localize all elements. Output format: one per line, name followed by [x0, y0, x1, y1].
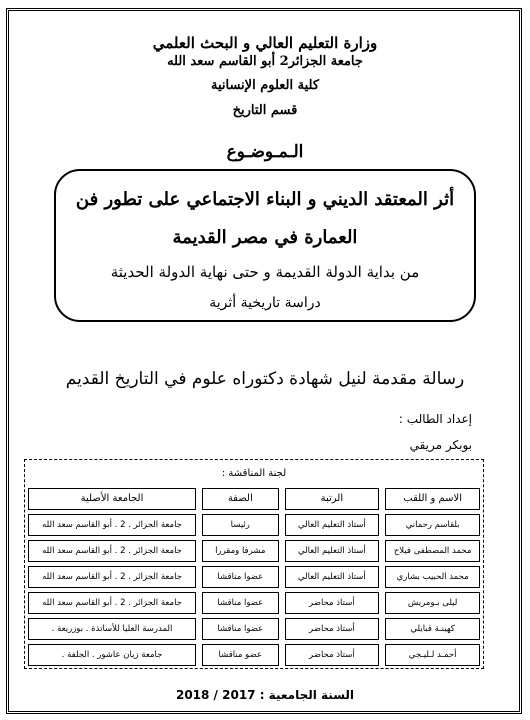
member-rank: أستاذ التعليم العالي [285, 540, 380, 562]
title-line-3: من بداية الدولة القديمة و حتى نهاية الدولة الحديثة [110, 263, 420, 281]
university-line: جامعة الجزائر2 أبو القاسم سعد الله [167, 54, 363, 69]
title-line-4: دراسة تاريخية أثرية [209, 295, 321, 311]
member-role: عضوا مناقشا [202, 566, 278, 588]
header-cell: الرتبة [285, 488, 380, 510]
subject-label: الـمـوضـوع [226, 142, 304, 162]
member-role: عضوا مناقشا [202, 592, 278, 614]
member-rank: أستاذ محاضر [285, 592, 380, 614]
header-cell: الصفة [202, 488, 278, 510]
member-role: مشرفا ومقررا [202, 540, 278, 562]
academic-year: السنة الجامعية : 2017 / 2018 [175, 688, 355, 702]
member-name: محمد المصطفى فيلاح [385, 540, 480, 562]
student-name: بوبكر مريقي [409, 438, 472, 452]
member-role: عضوا مناقشا [202, 618, 278, 640]
title-box [54, 169, 476, 322]
faculty-line: كلية العلوم الإنسانية [210, 78, 320, 93]
member-name: محمد الحبيب بشاري [385, 566, 480, 588]
member-university: جامعة الجزائر . 2 . أبو القاسم سعد الله [28, 514, 196, 536]
member-rank: أستاذ محاضر [285, 618, 380, 640]
member-rank: أستاذ التعليم العالي [285, 514, 380, 536]
member-role: عضو مناقشا [202, 644, 278, 666]
header-cell: الجامعة الأصلية [28, 488, 196, 510]
header-cell: الاسم و اللقب [385, 488, 480, 510]
table-row [25, 538, 483, 564]
table-row [25, 642, 483, 668]
member-name: ليلى بـومريش [385, 592, 480, 614]
department-line: قسم التاريخ [232, 103, 298, 118]
title-line-2: العمارة في مصر القديمة [172, 227, 358, 248]
committee-caption: لجنة المناقشة : [221, 467, 287, 479]
ministry-line: وزارة التعليم العالي و البحث العلمي [152, 34, 378, 52]
committee-table [24, 459, 484, 669]
member-name: أحمـد لـليـجي [385, 644, 480, 666]
member-university: جامعة الجزائر . 2 . أبو القاسم سعد الله [28, 566, 196, 588]
member-role: رئيسا [202, 514, 278, 536]
table-header-row [25, 486, 483, 512]
table-row [25, 564, 483, 590]
committee-caption-row [25, 460, 483, 486]
member-rank: أستاذ محاضر [285, 644, 380, 666]
title-line-1: أثر المعتقد الديني و البناء الاجتماعي على تطور فن [75, 189, 455, 210]
table-row [25, 590, 483, 616]
prepared-by-label: إعداد الطالب : [398, 412, 472, 426]
member-university: جامعة الجزائر . 2 . أبو القاسم سعد الله [28, 592, 196, 614]
member-university: جامعة زيان عاشور . الجلفة . [28, 644, 196, 666]
member-name: كهينـة قبايلي [385, 618, 480, 640]
table-row [25, 512, 483, 538]
member-name: بلقاسم رحماني [385, 514, 480, 536]
table-row [25, 616, 483, 642]
member-rank: أستاذ التعليم العالي [285, 566, 380, 588]
member-university: جامعة الجزائر . 2 . أبو القاسم سعد الله [28, 540, 196, 562]
thesis-statement: رسالة مقدمة لنيل شهادة دكتوراه علوم في التاريخ القديم [65, 369, 465, 389]
member-university: المدرسة العليا للأساتذة . بوزريعة . [28, 618, 196, 640]
